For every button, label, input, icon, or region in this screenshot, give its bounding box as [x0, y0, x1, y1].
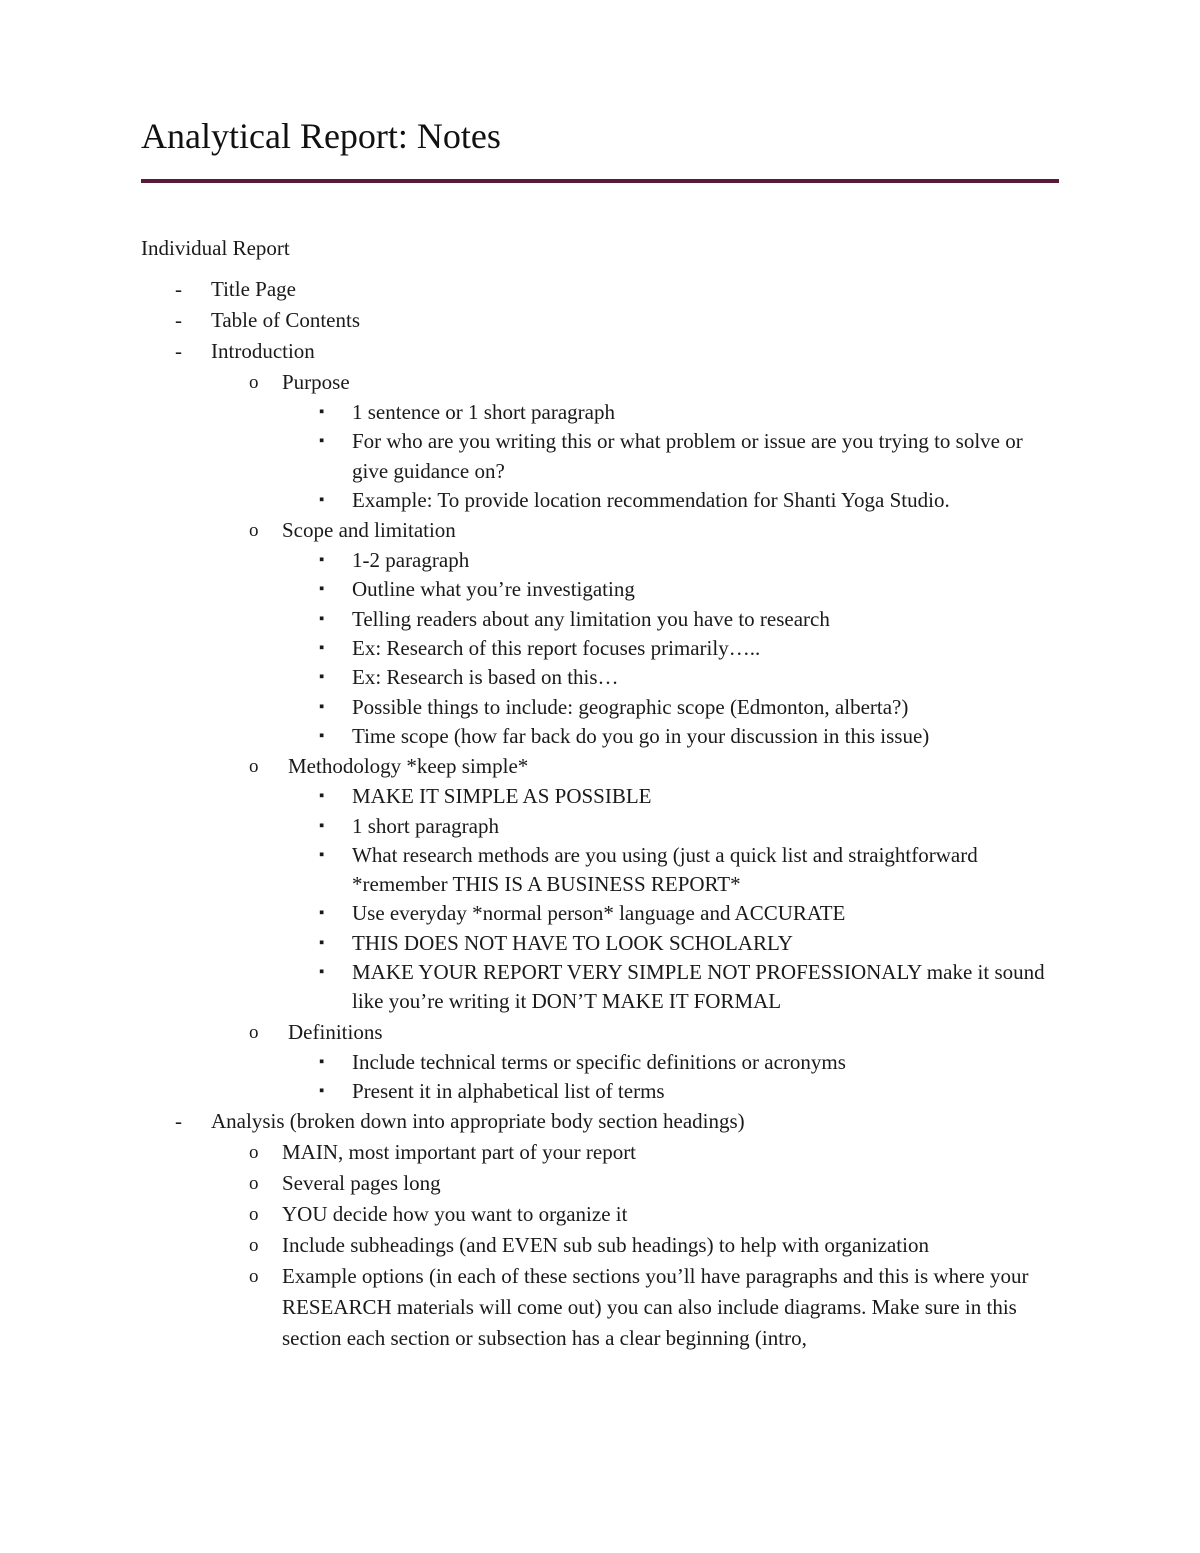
outline-detail-text: What research methods are you using (just a quick list and straightforward *remember THIS IS A BUSINESS REPORT* [352, 842, 978, 897]
square-bullet-icon: ▪ [319, 1053, 325, 1070]
square-bullet-icon: ▪ [319, 491, 325, 508]
square-bullet-icon: ▪ [319, 669, 325, 686]
outline-detail [141, 929, 1059, 958]
outline-detail-text: 1-2 paragraph [352, 548, 470, 573]
outline-detail-text: THIS DOES NOT HAVE TO LOOK SCHOLARLY [352, 930, 793, 955]
square-bullet-icon: ▪ [319, 905, 325, 922]
section-heading: Individual Report [141, 236, 290, 260]
outline-subitem [141, 1199, 1059, 1230]
square-bullet-icon: ▪ [319, 817, 325, 834]
outline-detail-text: Time scope (how far back do you go in your discussion in this issue) [352, 723, 930, 748]
circle-bullet-icon: o [249, 1173, 259, 1195]
circle-bullet-icon: o [249, 520, 259, 542]
square-bullet-icon: ▪ [319, 698, 325, 715]
outline-detail-text: Example: To provide location recommendation for Shanti Yoga Studio. [352, 487, 950, 512]
outline-subitem [141, 1261, 1059, 1354]
outline-subitem-text: Several pages long [282, 1171, 441, 1196]
outline-detail [141, 546, 1059, 575]
outline-detail-text: Present it in alphabetical list of terms [352, 1078, 665, 1103]
outline-subitem-text: YOU decide how you want to organize it [282, 1202, 628, 1227]
outline-detail-text: 1 short paragraph [352, 813, 499, 838]
outline-detail-text: Ex: Research is based on this… [352, 665, 619, 690]
outline-detail-text: For who are you writing this or what problem or issue are you trying to solve or give guidance on? [352, 429, 1023, 483]
outline-item [141, 274, 1059, 305]
outline-subitem-text: Purpose [282, 370, 350, 394]
circle-bullet-icon: o [249, 1235, 259, 1257]
outline-subitem-text: Include subheadings (and EVEN sub sub headings) to help with organization [282, 1233, 929, 1258]
outline-detail [141, 663, 1059, 692]
outline-item [141, 305, 1059, 336]
square-bullet-icon: ▪ [319, 1082, 325, 1099]
square-bullet-icon: ▪ [319, 934, 325, 951]
square-bullet-icon: ▪ [319, 846, 325, 863]
outline-list [141, 274, 1059, 1354]
outline-detail-text: Telling readers about any limitation you have to research [352, 606, 830, 631]
outline-item [141, 336, 1059, 367]
circle-bullet-icon: o [249, 1021, 259, 1043]
square-bullet-icon: ▪ [319, 640, 325, 657]
circle-bullet-icon: o [249, 1204, 259, 1226]
outline-detail-text: 1 sentence or 1 short paragraph [352, 400, 615, 424]
outline-subitem-text: Scope and limitation [282, 518, 456, 543]
outline-detail [141, 1077, 1059, 1106]
circle-bullet-icon: o [249, 372, 259, 393]
square-bullet-icon: ▪ [319, 610, 325, 627]
page-title: Analytical Report: Notes [141, 116, 501, 156]
outline-detail [141, 722, 1059, 751]
outline-detail [141, 1048, 1059, 1077]
outline-detail [141, 427, 1059, 486]
outline-subitem-text: Example options (in each of these sections you’ll have paragraphs and this is where your RESEARCH materials will come out) you can also include diagrams. Make sure in this section each section or subsection has a clear beginning (intro, [282, 1264, 1029, 1351]
outline-detail-text: MAKE IT SIMPLE AS POSSIBLE [352, 784, 652, 809]
dash-bullet-icon: - [175, 1109, 182, 1134]
outline-detail [141, 575, 1059, 604]
outline-subitem [141, 1137, 1059, 1168]
outline-detail [141, 693, 1059, 722]
outline-detail-text: MAKE YOUR REPORT VERY SIMPLE NOT PROFESSIONALY make it sound like you’re writing it DON’T MAKE IT FORMAL [352, 960, 1045, 1014]
outline-item-text: Table of Contents [211, 308, 360, 332]
outline-subitem-text: Definitions [288, 1019, 383, 1044]
outline-detail-text: Possible things to include: geographic scope (Edmonton, alberta?) [352, 694, 909, 719]
outline-item-text: Title Page [211, 277, 296, 301]
circle-bullet-icon: o [249, 1142, 259, 1164]
outline-detail [141, 899, 1059, 928]
outline-item [141, 1106, 1059, 1137]
outline-detail-text: Include technical terms or specific definitions or acronyms [352, 1049, 846, 1074]
outline-detail [141, 782, 1059, 811]
dash-bullet-icon: - [175, 339, 182, 363]
square-bullet-icon: ▪ [319, 552, 325, 569]
outline-subitem-text: Methodology *keep simple* [288, 754, 529, 779]
outline-detail-text: Use everyday *normal person* language and ACCURATE [352, 901, 846, 926]
circle-bullet-icon: o [249, 756, 259, 778]
square-bullet-icon: ▪ [319, 964, 325, 981]
outline-subitem [141, 1017, 1059, 1048]
outline-subitem [141, 367, 1059, 398]
outline-detail [141, 634, 1059, 663]
dash-bullet-icon: - [175, 277, 182, 301]
square-bullet-icon: ▪ [319, 581, 325, 598]
outline-item-text: Analysis (broken down into appropriate body section headings) [211, 1109, 745, 1134]
outline-subitem [141, 1230, 1059, 1261]
dash-bullet-icon: - [175, 308, 182, 332]
outline-detail [141, 398, 1059, 427]
outline-detail-text: Ex: Research of this report focuses primarily….. [352, 636, 761, 661]
square-bullet-icon: ▪ [319, 788, 325, 805]
outline-subitem [141, 515, 1059, 546]
square-bullet-icon: ▪ [319, 727, 325, 744]
square-bullet-icon: ▪ [319, 404, 325, 420]
outline-detail [141, 958, 1059, 1017]
outline-detail [141, 605, 1059, 634]
outline-subitem [141, 751, 1059, 782]
outline-subitem [141, 1168, 1059, 1199]
outline-detail [141, 486, 1059, 515]
outline-detail-text: Outline what you’re investigating [352, 577, 635, 602]
outline-detail [141, 812, 1059, 841]
outline-subitem-text: MAIN, most important part of your report [282, 1140, 637, 1165]
outline-item-text: Introduction [211, 339, 315, 363]
title-rule [141, 179, 1059, 183]
square-bullet-icon: ▪ [319, 433, 325, 450]
circle-bullet-icon: o [249, 1266, 259, 1288]
outline-detail [141, 841, 1059, 900]
